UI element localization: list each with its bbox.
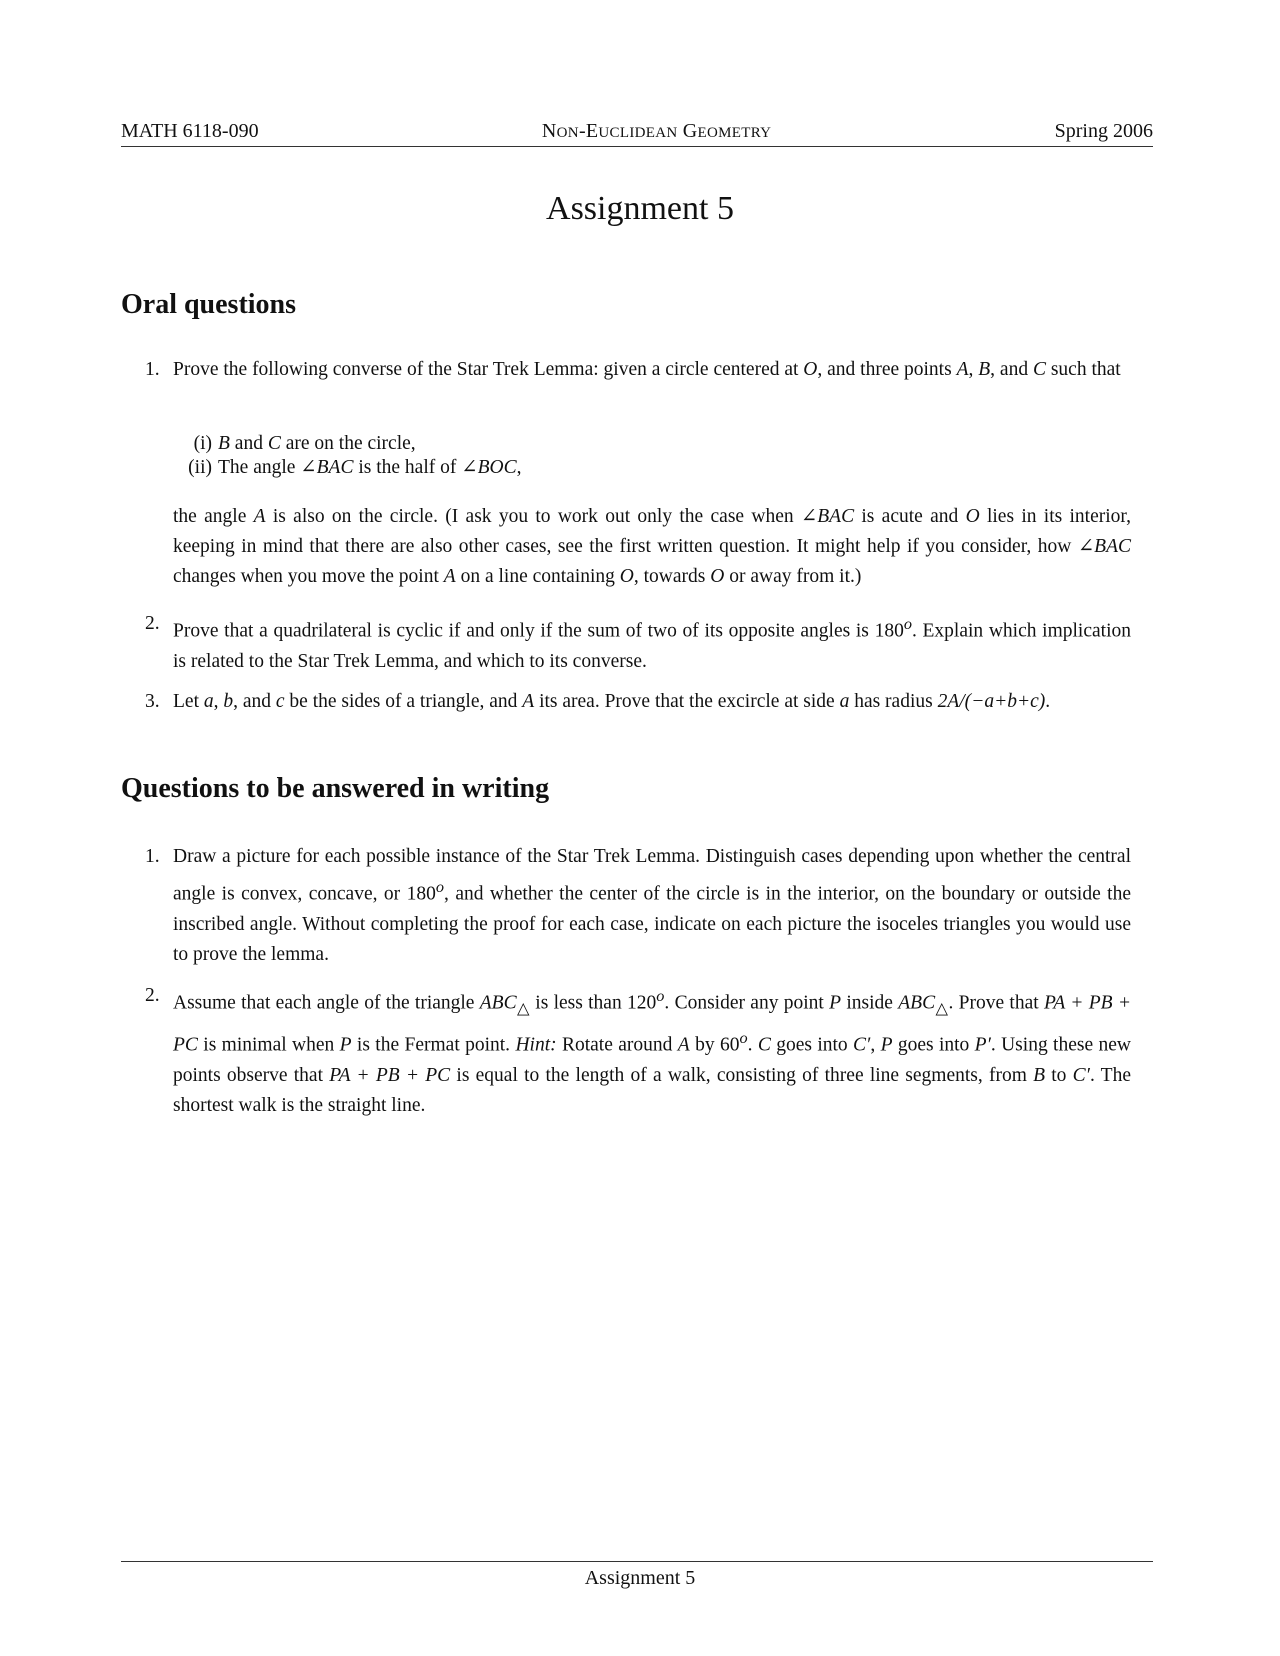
semester: Spring 2006 [1054,120,1153,142]
running-header [121,120,1153,147]
page-title: Assignment 5 [546,190,734,227]
footer-rule [121,1561,1153,1562]
item-number: 2. [145,985,160,1006]
course-code: MATH 6118-090 [121,120,259,142]
written-question-2: 2. Assume that each angle of the triangle $ABC_\triangle$ is less than 120$^o$. Consider any point P inside $ABC_\triangle$. Prove that PA + PB + PC is minimal when P is the Fermat point. Hint: Rotate around A by 60$^o$. C goes into C′, P goes into P′. Using these new points observe that PA + PB + PC is equal to the length of a walk, consisting of three line segments, from B to C′. The shortest walk is the straight line. [173,981,1131,1121]
item-number: 2. [145,613,160,634]
oral-question-2: 2. Prove that a quadrilateral is cyclic if and only if the sum of two of its opposite angles is 180$^o$. Explain which implication is related to the Star Trek Lemma, and which to its converse. [173,609,1131,677]
course-title: NON-EUCLIDEAN GEOMETRY [541,120,772,142]
oral-question-3: 3. Let a, b, and c be the sides of a triangle, and A its area. Prove that the excircle at side a has radius 2A/(−a+b+c). [173,687,1131,717]
oral-question-1: 1. Prove the following converse of the Star Trek Lemma: given a circle centered at O, and three points A, B, and C such that [173,355,1131,385]
condition-item-ii: (ii) The angle ∠BAC is the half of ∠BOC, [188,457,522,478]
written-questions-heading: Questions to be answered in writing [121,773,550,804]
condition-list [182,432,521,480]
oral-question-1-continued: the angle A is also on the circle. (I ask you to work out only the case when ∠BAC is acute and O lies in its interior, keeping in mind that there are also other cases, see the first written question. It might help if you consider, how ∠BAC changes when you move the point A on a line containing O, towards O or away from it.) [173,506,1131,587]
written-question-1: 1. Draw a picture for each possible instance of the Star Trek Lemma. Distinguish cases depending upon whether the central angle is convex, concave, or 180$^o$, and whether the center of the circle is in the interior, on the boundary or outside the inscribed angle. Without completing the proof for each case, indicate on each picture the isoceles triangles you would use to prove the lemma. [173,842,1131,970]
item-number: 1. [145,359,160,380]
condition-item-i: (i) B and C are on the circle, [193,433,416,454]
running-footer: Assignment 5 [584,1567,696,1589]
oral-questions-heading: Oral questions [121,289,297,320]
item-number: 3. [145,691,160,712]
item-number: 1. [145,846,160,867]
